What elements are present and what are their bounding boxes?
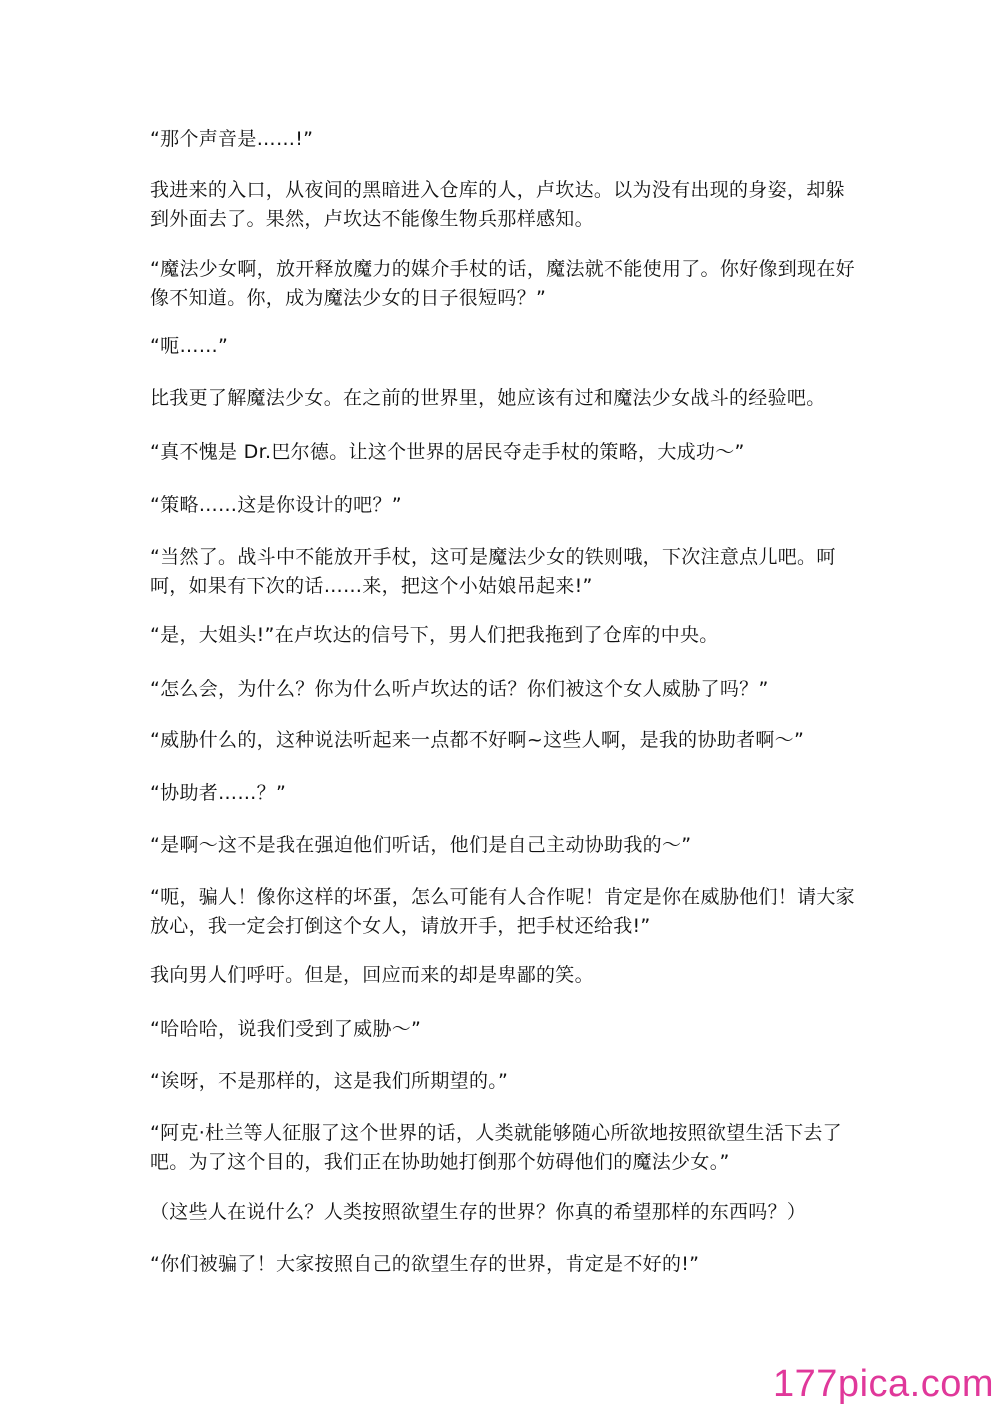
paragraph-6: “真不愧是 Dr.巴尔德。让这个世界的居民夺走手杖的策略，大成功～”	[150, 441, 745, 463]
paragraph-1: “那个声音是……!”	[150, 128, 314, 150]
watermark-logo: 177pica.com	[773, 1363, 994, 1405]
paragraph-8: “当然了。战斗中不能放开手杖，这可是魔法少女的铁则哦，下次注意点儿吧。呵呵，如果有下次的话……来，把这个小姑娘吊起来!”	[150, 546, 836, 597]
paragraph-10: “怎么会，为什么？你为什么听卢坎达的话？你们被这个女人威胁了吗？”	[150, 678, 769, 700]
paragraph-16: “哈哈哈，说我们受到了威胁～”	[150, 1018, 422, 1040]
paragraph-14: “呃，骗人！像你这样的坏蛋，怎么可能有人合作呢！肯定是你在威胁他们！请大家放心，我一定会打倒这个女人，请放开手，把手杖还给我!”	[150, 886, 855, 937]
paragraph-13: “是啊～这不是我在强迫他们听话，他们是自己主动协助我的～”	[150, 834, 692, 856]
paragraph-20: “你们被骗了！大家按照自己的欲望生存的世界，肯定是不好的!”	[150, 1253, 700, 1275]
paragraph-18: “阿克·杜兰等人征服了这个世界的话，人类就能够随心所欲地按照欲望生活下去了吧。为了这个目的，我们正在协助她打倒那个妨碍他们的魔法少女。”	[150, 1122, 842, 1173]
paragraph-5: 比我更了解魔法少女。在之前的世界里，她应该有过和魔法少女战斗的经验吧。	[150, 387, 826, 409]
paragraph-19: （这些人在说什么？人类按照欲望生存的世界？你真的希望那样的东西吗？）	[150, 1201, 807, 1223]
paragraph-3: “魔法少女啊，放开释放魔力的媒介手杖的话，魔法就不能使用了。你好像到现在好像不知道。你，成为魔法少女的日子很短吗？”	[150, 258, 855, 309]
paragraph-15: 我向男人们呼吁。但是，回应而来的却是卑鄙的笑。	[150, 964, 594, 986]
paragraph-7: “策略……这是你设计的吧？”	[150, 494, 402, 516]
paragraph-4: “呃……”	[150, 335, 229, 357]
paragraph-12: “协助者……？”	[150, 782, 287, 804]
paragraph-11: “威胁什么的，这种说法听起来一点都不好啊~这些人啊，是我的协助者啊～”	[150, 729, 805, 751]
paragraph-9: “是，大姐头!”在卢坎达的信号下，男人们把我拖到了仓库的中央。	[150, 624, 719, 646]
paragraph-17: “诶呀，不是那样的，这是我们所期望的。”	[150, 1070, 509, 1092]
paragraph-2: 我进来的入口，从夜间的黑暗进入仓库的人，卢坎达。以为没有出现的身姿，却躲到外面去了。果然，卢坎达不能像生物兵那样感知。	[150, 179, 845, 230]
